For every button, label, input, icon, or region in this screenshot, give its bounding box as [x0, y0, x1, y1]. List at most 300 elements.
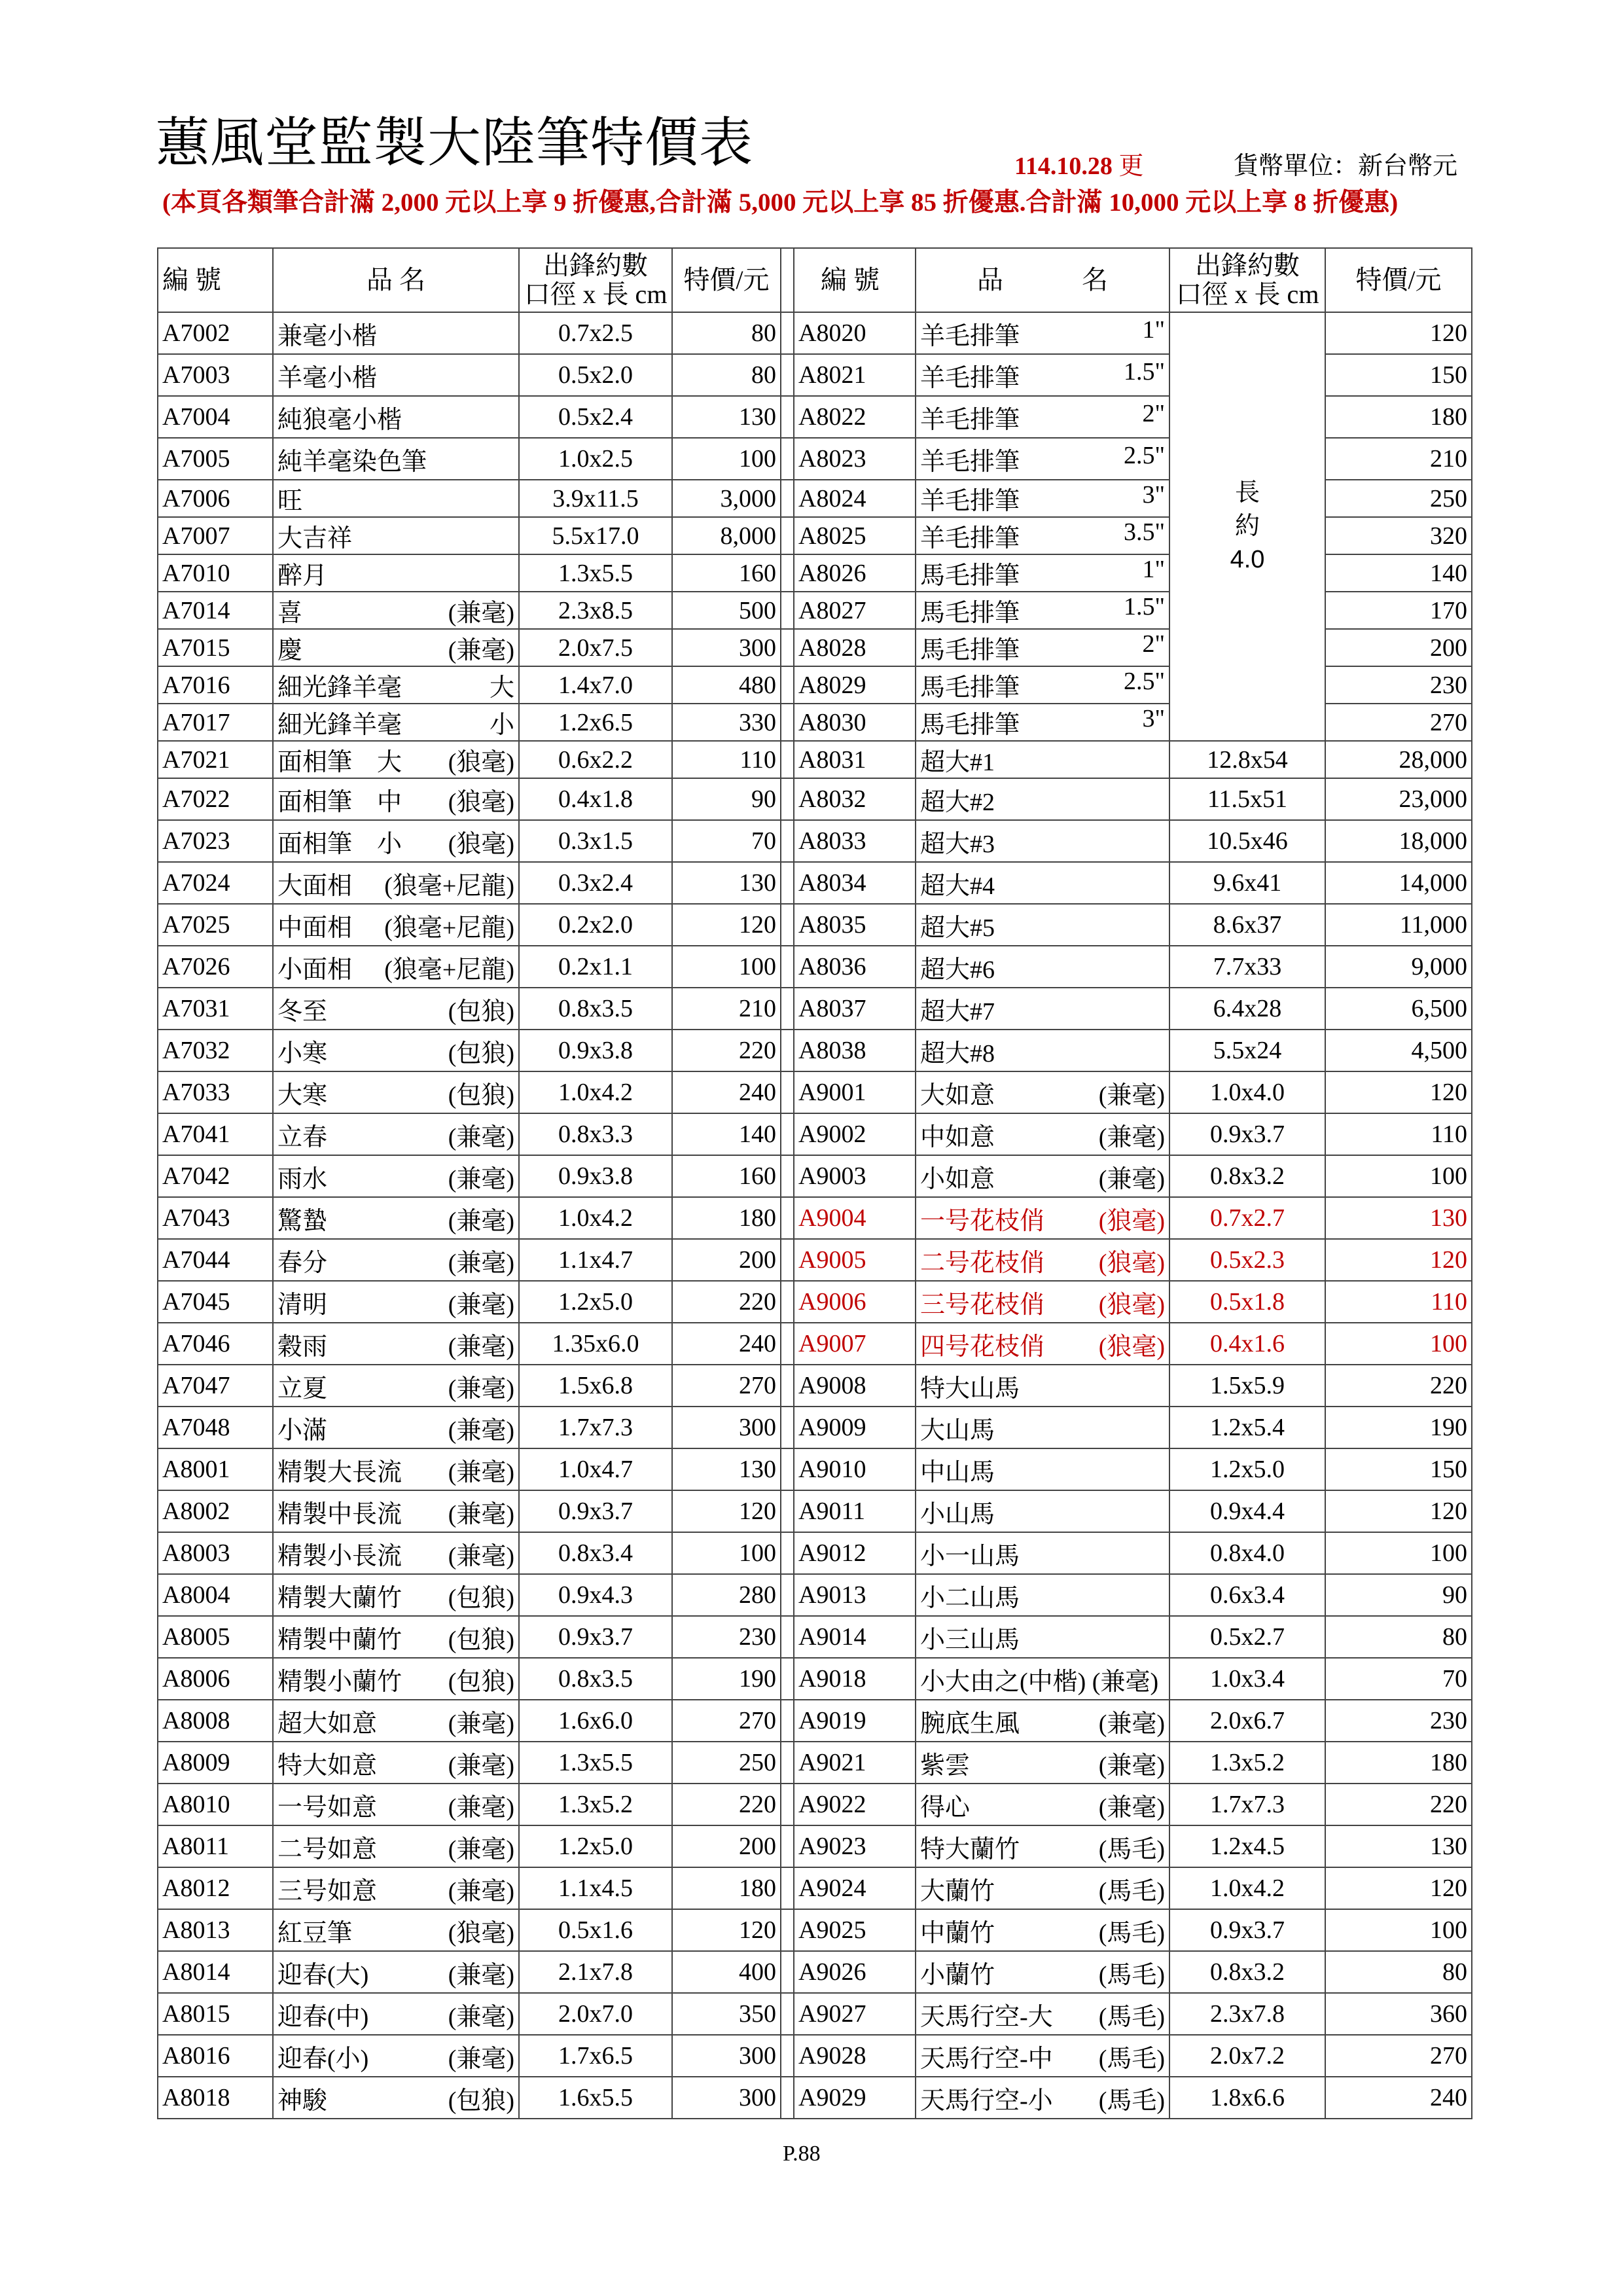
item-name-cell — [916, 1365, 1169, 1407]
item-price: 120 — [672, 1490, 781, 1532]
item-code: A9014 — [794, 1616, 916, 1658]
item-qualifier: (包狼) — [448, 2087, 514, 2115]
item-price: 180 — [672, 1197, 781, 1239]
item-name: 超大#7 — [920, 997, 995, 1026]
header-size-line2: 口徑 x 長 cm — [524, 279, 668, 309]
item-size: 0.9x3.8 — [519, 1155, 672, 1197]
item-name-cell — [916, 1490, 1169, 1532]
item-price: 100 — [672, 946, 781, 988]
item-name: 驚蟄 — [277, 1207, 328, 1235]
item-code: A9009 — [794, 1407, 916, 1448]
item-size: 0.9x4.4 — [1169, 1490, 1325, 1532]
item-name-cell — [916, 480, 1169, 517]
item-size: 0.6x2.2 — [519, 741, 672, 778]
item-name-cell — [916, 820, 1169, 862]
table-row — [158, 1700, 1472, 1742]
header-price: 特價/元 — [672, 248, 781, 312]
column-gap — [781, 1658, 794, 1700]
item-price: 18,000 — [1325, 820, 1472, 862]
item-name: 超大如意 — [277, 1710, 378, 1738]
table-row — [158, 904, 1472, 946]
item-name-cell — [916, 988, 1169, 1030]
item-code: A8003 — [158, 1532, 273, 1574]
item-price: 23,000 — [1325, 778, 1472, 820]
item-name-cell — [273, 1407, 519, 1448]
item-code: A9005 — [794, 1239, 916, 1281]
item-name-cell — [916, 592, 1169, 629]
item-name-cell — [273, 1030, 519, 1071]
item-qualifier: (兼毫) — [1098, 1123, 1165, 1151]
item-qualifier: 2" — [1142, 630, 1165, 658]
item-name: 雨水 — [277, 1165, 328, 1193]
item-name: 天馬行空-大 — [920, 2003, 1053, 2031]
item-name-cell — [273, 517, 519, 554]
item-code: A9006 — [794, 1281, 916, 1323]
item-size: 0.7x2.5 — [519, 312, 672, 354]
item-price: 80 — [1325, 1616, 1472, 1658]
item-size: 0.9x3.7 — [519, 1616, 672, 1658]
item-code: A8033 — [794, 820, 916, 862]
item-name: 小如意 — [920, 1165, 995, 1193]
item-name-cell — [273, 1951, 519, 1993]
item-size: 1.2x5.4 — [1169, 1407, 1325, 1448]
item-size: 1.6x5.5 — [519, 2077, 672, 2119]
item-name-cell — [916, 1658, 1169, 1700]
item-price: 280 — [672, 1574, 781, 1616]
item-name-cell — [916, 704, 1169, 741]
item-size: 1.3x5.5 — [519, 554, 672, 592]
item-size: 0.5x2.4 — [519, 396, 672, 438]
item-name-cell — [273, 312, 519, 354]
item-code: A7003 — [158, 354, 273, 396]
column-gap — [781, 1197, 794, 1239]
item-qualifier: (兼毫) — [448, 2003, 514, 2031]
item-name-cell — [273, 592, 519, 629]
column-gap — [781, 1700, 794, 1742]
item-name-cell — [273, 480, 519, 517]
item-name: 迎春(中) — [277, 2003, 369, 2031]
item-qualifier: (狼毫+尼龍) — [384, 914, 514, 942]
item-name: 面相筆 中 — [277, 788, 402, 816]
item-price: 180 — [1325, 1742, 1472, 1784]
item-name: 羊毛排筆 — [920, 322, 1020, 350]
item-code: A9028 — [794, 2035, 916, 2077]
item-name-cell — [273, 1784, 519, 1825]
item-price: 330 — [672, 704, 781, 741]
item-name-cell — [916, 1239, 1169, 1281]
header-size-right-line2: 口徑 x 長 cm — [1175, 279, 1319, 309]
item-size: 1.2x5.0 — [1169, 1448, 1325, 1490]
item-code: A8013 — [158, 1909, 273, 1951]
item-price: 190 — [1325, 1407, 1472, 1448]
item-name-cell — [273, 946, 519, 988]
item-name: 精製大長流 — [277, 1458, 402, 1486]
item-code: A7023 — [158, 820, 273, 862]
column-gap — [781, 2077, 794, 2119]
item-size: 0.9x3.8 — [519, 1030, 672, 1071]
item-qualifier: (兼毫) — [448, 1123, 514, 1151]
item-price: 90 — [672, 778, 781, 820]
item-price: 270 — [1325, 704, 1472, 741]
item-size: 1.0x4.7 — [519, 1448, 672, 1490]
item-code: A8023 — [794, 438, 916, 480]
item-code: A8011 — [158, 1825, 273, 1867]
item-size: 0.8x3.4 — [519, 1532, 672, 1574]
item-code: A9004 — [794, 1197, 916, 1239]
item-price: 170 — [1325, 592, 1472, 629]
item-name-cell — [916, 1197, 1169, 1239]
item-name-cell — [916, 1951, 1169, 1993]
item-name: 小寒 — [277, 1039, 328, 1067]
item-size: 0.5x1.6 — [519, 1909, 672, 1951]
header-size-right — [1169, 248, 1325, 312]
table-row — [158, 862, 1472, 904]
table-row — [158, 988, 1472, 1030]
item-price: 230 — [1325, 666, 1472, 704]
item-qualifier: (包狼) — [448, 1668, 514, 1696]
item-code: A9010 — [794, 1448, 916, 1490]
item-price: 160 — [672, 1155, 781, 1197]
table-row — [158, 1407, 1472, 1448]
item-name-cell — [916, 946, 1169, 988]
item-price: 180 — [1325, 396, 1472, 438]
item-code: A9029 — [794, 2077, 916, 2119]
column-gap — [781, 248, 794, 312]
item-name-cell — [273, 1490, 519, 1532]
item-name-cell — [273, 904, 519, 946]
item-name-cell — [916, 438, 1169, 480]
item-name-cell — [273, 438, 519, 480]
item-qualifier: (馬毛) — [1098, 1877, 1165, 1905]
item-qualifier: (狼毫) — [1098, 1207, 1165, 1235]
item-code: A8004 — [158, 1574, 273, 1616]
item-qualifier: (包狼) — [448, 1584, 514, 1612]
item-code: A8014 — [158, 1951, 273, 1993]
item-name: 小蘭竹 — [920, 1961, 995, 1989]
item-price: 28,000 — [1325, 741, 1472, 778]
column-gap — [781, 312, 794, 354]
item-code: A7006 — [158, 480, 273, 517]
item-price: 270 — [672, 1365, 781, 1407]
item-name-cell — [916, 1742, 1169, 1784]
brush-length-note — [1169, 312, 1325, 741]
column-gap — [781, 592, 794, 629]
table-row — [158, 1867, 1472, 1909]
item-price: 80 — [672, 312, 781, 354]
item-price: 70 — [1325, 1658, 1472, 1700]
item-name-cell — [273, 396, 519, 438]
item-code: A9022 — [794, 1784, 916, 1825]
item-size: 1.4x7.0 — [519, 666, 672, 704]
item-name-cell — [916, 354, 1169, 396]
item-name: 小山馬 — [920, 1500, 995, 1528]
item-name-cell — [916, 1281, 1169, 1323]
item-price: 160 — [672, 554, 781, 592]
item-name: 大吉祥 — [277, 525, 353, 552]
table-row — [158, 1071, 1472, 1113]
item-size: 0.4x1.8 — [519, 778, 672, 820]
item-qualifier: (馬毛) — [1098, 2003, 1165, 2031]
item-qualifier: 大 — [489, 674, 514, 702]
item-name-cell — [916, 2077, 1169, 2119]
item-code: A8008 — [158, 1700, 273, 1742]
column-gap — [781, 1951, 794, 1993]
item-name-cell — [273, 1365, 519, 1407]
item-name-cell — [273, 1658, 519, 1700]
item-code: A7033 — [158, 1071, 273, 1113]
item-name-cell — [273, 1867, 519, 1909]
item-price: 6,500 — [1325, 988, 1472, 1030]
item-size: 2.0x7.2 — [1169, 2035, 1325, 2077]
item-price: 14,000 — [1325, 862, 1472, 904]
item-code: A8036 — [794, 946, 916, 988]
item-price: 140 — [1325, 554, 1472, 592]
item-code: A8001 — [158, 1448, 273, 1490]
item-code: A7004 — [158, 396, 273, 438]
item-price: 100 — [672, 438, 781, 480]
item-name: 天馬行空-小 — [920, 2087, 1053, 2115]
item-name: 小三山馬 — [920, 1626, 1020, 1654]
item-qualifier: (狼毫) — [448, 830, 514, 858]
item-name: 羊毫小楷 — [277, 364, 378, 392]
item-name: 面相筆 小 — [277, 830, 402, 858]
item-code: A7026 — [158, 946, 273, 988]
item-price: 270 — [672, 1700, 781, 1742]
item-size: 2.3x7.8 — [1169, 1993, 1325, 2035]
column-gap — [781, 1239, 794, 1281]
item-code: A9003 — [794, 1155, 916, 1197]
item-code: A9012 — [794, 1532, 916, 1574]
item-name: 超大#3 — [920, 830, 995, 858]
item-code: A7007 — [158, 517, 273, 554]
item-size: 1.35x6.0 — [519, 1323, 672, 1365]
item-size: 2.0x6.7 — [1169, 1700, 1325, 1742]
item-name-cell — [916, 1407, 1169, 1448]
item-price: 150 — [1325, 1448, 1472, 1490]
item-code: A7041 — [158, 1113, 273, 1155]
column-gap — [781, 2035, 794, 2077]
item-size: 1.1x4.7 — [519, 1239, 672, 1281]
item-price: 220 — [672, 1281, 781, 1323]
table-row — [158, 1239, 1472, 1281]
table-row — [158, 2035, 1472, 2077]
item-code: A7021 — [158, 741, 273, 778]
item-name-cell — [916, 1532, 1169, 1574]
item-qualifier: (兼毫) — [448, 1710, 514, 1738]
item-size: 11.5x51 — [1169, 778, 1325, 820]
item-name: 大寒 — [277, 1081, 328, 1109]
item-name-cell — [273, 666, 519, 704]
item-name: 三号花枝俏 — [920, 1291, 1045, 1319]
column-gap — [781, 741, 794, 778]
table-row — [158, 1448, 1472, 1490]
header-size-right-line1: 出鋒約數 — [1195, 251, 1300, 280]
item-code: A7032 — [158, 1030, 273, 1071]
item-name: 旺 — [277, 488, 303, 515]
item-code: A8016 — [158, 2035, 273, 2077]
column-gap — [781, 988, 794, 1030]
item-price: 120 — [1325, 1071, 1472, 1113]
item-name: 醉月 — [277, 562, 328, 590]
item-name-cell — [916, 1071, 1169, 1113]
item-price: 200 — [672, 1825, 781, 1867]
item-size: 8.6x37 — [1169, 904, 1325, 946]
item-price: 120 — [672, 904, 781, 946]
item-qualifier: 1.5" — [1123, 357, 1165, 386]
item-size: 0.8x3.2 — [1169, 1155, 1325, 1197]
item-name-cell — [273, 704, 519, 741]
item-qualifier: (兼毫) — [1098, 1793, 1165, 1821]
item-name: 兼毫小楷 — [277, 322, 378, 350]
item-name: 小大由之(中楷) (兼毫) — [920, 1668, 1159, 1696]
column-gap — [781, 1490, 794, 1532]
item-name-cell — [273, 1993, 519, 2035]
item-name: 精製小長流 — [277, 1542, 402, 1570]
item-name-cell — [916, 1825, 1169, 1867]
page-number: P.88 — [783, 2142, 821, 2166]
item-price: 270 — [1325, 2035, 1472, 2077]
item-name: 小一山馬 — [920, 1542, 1020, 1570]
column-gap — [781, 1030, 794, 1071]
item-name: 大面相 — [277, 872, 353, 900]
item-code: A9027 — [794, 1993, 916, 2035]
item-name: 馬毛排筆 — [920, 674, 1020, 702]
item-name: 二号如意 — [277, 1835, 378, 1863]
item-code: A9024 — [794, 1867, 916, 1909]
item-code: A7031 — [158, 988, 273, 1030]
item-price: 480 — [672, 666, 781, 704]
item-code: A9001 — [794, 1071, 916, 1113]
item-size: 0.5x2.3 — [1169, 1239, 1325, 1281]
item-price: 320 — [1325, 517, 1472, 554]
item-qualifier: (狼毫) — [448, 1919, 514, 1947]
item-size: 1.3x5.2 — [519, 1784, 672, 1825]
item-code: A7048 — [158, 1407, 273, 1448]
item-qualifier: (兼毫) — [448, 1207, 514, 1235]
item-name: 得心 — [920, 1793, 971, 1821]
item-name: 羊毛排筆 — [920, 448, 1020, 476]
item-name: 馬毛排筆 — [920, 637, 1020, 664]
item-price: 110 — [672, 741, 781, 778]
item-qualifier: 3" — [1142, 705, 1165, 732]
item-price: 130 — [1325, 1825, 1472, 1867]
item-code: A9011 — [794, 1490, 916, 1532]
item-name: 立夏 — [277, 1374, 328, 1403]
item-name: 小滿 — [277, 1416, 328, 1444]
item-qualifier: (兼毫) — [448, 1877, 514, 1905]
column-gap — [781, 1532, 794, 1574]
item-size: 0.5x1.8 — [1169, 1281, 1325, 1323]
item-price: 90 — [1325, 1574, 1472, 1616]
item-name: 超大#8 — [920, 1039, 995, 1067]
header-name: 品 名 — [273, 248, 519, 312]
item-name: 精製中蘭竹 — [277, 1626, 402, 1654]
item-name: 迎春(大) — [277, 1961, 369, 1989]
item-name: 穀雨 — [277, 1333, 328, 1361]
item-name-cell — [273, 1742, 519, 1784]
item-name: 大山馬 — [920, 1416, 995, 1444]
item-name-cell — [916, 1030, 1169, 1071]
column-gap — [781, 1281, 794, 1323]
item-price: 100 — [672, 1532, 781, 1574]
item-qualifier: (兼毫) — [448, 1374, 514, 1403]
item-code: A8015 — [158, 1993, 273, 2035]
table-header-row — [158, 248, 1472, 312]
item-name-cell — [916, 1909, 1169, 1951]
item-price: 8,000 — [672, 517, 781, 554]
item-name-cell — [916, 1784, 1169, 1825]
item-qualifier: (兼毫) — [448, 1165, 514, 1193]
item-size: 1.1x4.5 — [519, 1867, 672, 1909]
item-name-cell — [273, 629, 519, 666]
item-code: A8018 — [158, 2077, 273, 2119]
item-price: 230 — [1325, 1700, 1472, 1742]
table-row — [158, 741, 1472, 778]
item-size: 1.6x6.0 — [519, 1700, 672, 1742]
item-price: 100 — [1325, 1909, 1472, 1951]
item-name: 清明 — [277, 1291, 328, 1319]
item-name-cell — [273, 1700, 519, 1742]
item-name-cell — [273, 1616, 519, 1658]
item-size: 1.0x3.4 — [1169, 1658, 1325, 1700]
item-name: 慶 — [277, 637, 303, 664]
item-name-cell — [916, 554, 1169, 592]
table-row — [158, 1951, 1472, 1993]
item-name: 超大#1 — [920, 749, 995, 776]
item-price: 110 — [1325, 1113, 1472, 1155]
item-name: 精製大蘭竹 — [277, 1584, 402, 1612]
item-name-cell — [273, 2077, 519, 2119]
item-name: 超大#5 — [920, 914, 995, 942]
item-price: 300 — [672, 1407, 781, 1448]
item-qualifier: (狼毫) — [1098, 1249, 1165, 1277]
item-code: A8005 — [158, 1616, 273, 1658]
item-name-cell — [273, 2035, 519, 2077]
item-name-cell — [273, 1909, 519, 1951]
table-row — [158, 1742, 1472, 1784]
item-name: 純狼毫小楷 — [277, 406, 402, 434]
header-code: 編 號 — [158, 248, 273, 312]
item-size: 1.0x4.2 — [519, 1197, 672, 1239]
item-price: 80 — [672, 354, 781, 396]
item-name: 紫雲 — [920, 1751, 971, 1780]
column-gap — [781, 480, 794, 517]
table-row — [158, 1909, 1472, 1951]
table-row — [158, 946, 1472, 988]
item-qualifier: 2.5" — [1123, 441, 1165, 469]
item-name: 純羊毫染色筆 — [277, 448, 427, 476]
column-gap — [781, 1113, 794, 1155]
item-name-cell — [273, 1197, 519, 1239]
item-size: 9.6x41 — [1169, 862, 1325, 904]
item-name: 精製中長流 — [277, 1500, 402, 1528]
table-row — [158, 2077, 1472, 2119]
item-price: 400 — [672, 1951, 781, 1993]
column-gap — [781, 1742, 794, 1784]
item-code: A8026 — [794, 554, 916, 592]
item-code: A9026 — [794, 1951, 916, 1993]
column-gap — [781, 1867, 794, 1909]
item-size: 2.0x7.5 — [519, 629, 672, 666]
item-name: 中山馬 — [920, 1458, 995, 1486]
column-gap — [781, 1323, 794, 1365]
item-name: 羊毛排筆 — [920, 364, 1020, 392]
column-gap — [781, 778, 794, 820]
item-code: A9018 — [794, 1658, 916, 1700]
item-code: A8024 — [794, 480, 916, 517]
item-name: 中如意 — [920, 1123, 995, 1151]
item-size: 0.6x3.4 — [1169, 1574, 1325, 1616]
